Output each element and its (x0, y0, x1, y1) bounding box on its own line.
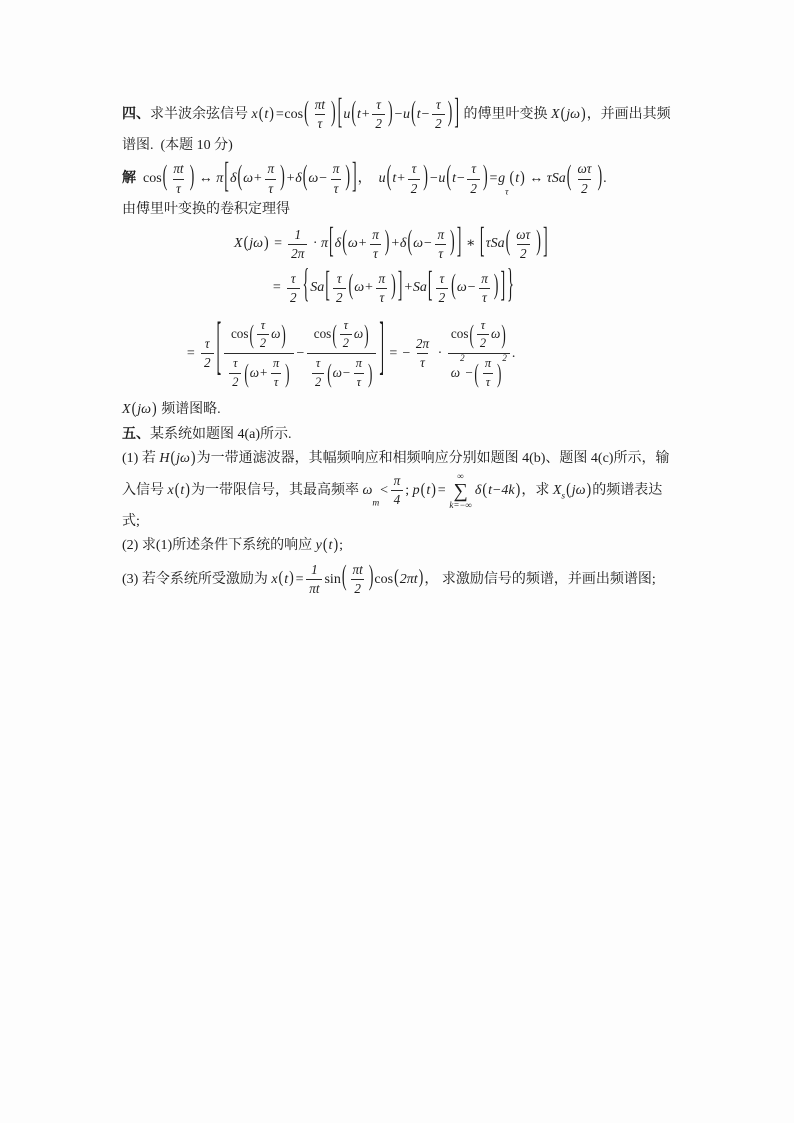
question3-line (122, 561, 682, 599)
formula-gate-transform: u ( t+ $\frac{\tau}{2}$ ) −u ( t− $\frac{\tau}{2}$ ) =g τ ( t ) ↔ τSa ( $\frac{\omega\tau}{2}$ ) . (378, 161, 607, 198)
formula-eq3: = $\frac{\tau}{2}$ [ cos ( $\frac{\tau}{2}$ ω ) $\frac{\tau}{2}$ ( ω+ $\frac{\pi}{\tau}$ ) − cos ( $\frac{\tau}{2}$ ω ) $\frac{\tau}{2}$ ( ω− $\frac{\pi}{\tau}$ ) ] = − $\frac{2\pi}{\tau}$ · cos ( $\frac{\tau}{2}$ ω ) ω 2 − ( $\frac{\pi}{\tau}$ ) 2 . (186, 316, 515, 393)
problem5-title: 某系统如题图 4(a)所示. (150, 426, 292, 442)
problem4-mid-text: 的傅里叶变换 (460, 106, 551, 122)
solution-spacer (136, 167, 143, 192)
problem4-heading-line2 (122, 134, 682, 159)
equation-1 (234, 222, 682, 264)
formula-max-frequency: ω m < $\frac{\pi}{4}$ (362, 472, 405, 510)
formula-x-t-bandlimited: x ( t ) (167, 480, 190, 499)
q2-pre-text: (2) 求(1)所述条件下系统的响应 (122, 538, 316, 554)
q1-pre-text: (1) 若 (122, 451, 160, 467)
q1-l2-sep-text: ; (405, 482, 413, 498)
q1-l3-text: 式; (122, 513, 140, 529)
q1-l2-mid1-text: 为一带限信号，其最高频率 (190, 482, 363, 498)
q1-l2-mid2-text: 求 (535, 482, 553, 498)
page-content (122, 93, 682, 599)
q2-post-text: ; (339, 538, 343, 554)
spectrum-note-line (122, 398, 682, 423)
equation-3 (186, 316, 682, 393)
formula-cos-transform: cos ( $\frac{\pi t}{\tau}$ ) ↔ π [ δ ( ω+ $\frac{\pi}{\tau}$ ) +δ ( ω− $\frac{\pi}{\tau}$ ) ] ， (143, 157, 379, 197)
problem5-heading (122, 423, 682, 448)
problem4-heading-line1 (122, 93, 682, 134)
question1-line1 (122, 447, 682, 472)
q3-pre-text: (3) 若令系统所受激励为 (122, 571, 272, 587)
question1-line2 (122, 472, 682, 510)
problem4-points-text: 谱图. (本题 10 分) (122, 137, 233, 153)
formula-X-jw-note: X ( jω ) (122, 400, 157, 419)
formula-X-jw: X ( jω ) (551, 104, 586, 123)
question1-line3 (122, 510, 682, 535)
formula-Xs-jw: X s ( jω ) (552, 480, 592, 503)
solution-label: 解 (122, 171, 136, 187)
problem4-number: 四、 (122, 106, 150, 122)
formula-eq2: = $\frac{\tau}{2}$ { Sa [ $\frac{\tau}{2}$ ( ω+ $\frac{\pi}{\tau}$ ) ] +Sa [ $\frac{\tau}{2}$ ( ω− $\frac{\pi}{\tau}$ ) ] } (272, 264, 514, 308)
problem4-intro-text: 求半波余弦信号 (150, 106, 252, 122)
formula-impulse-train: p ( t ) = ∞ ∑ k=−∞ δ ( t−4k ) ， (412, 470, 536, 510)
convolution-text: 由傅里叶变换的卷积定理得 (122, 202, 290, 218)
formula-H-jw: H ( jω ) (159, 449, 196, 468)
formula-eq1: X ( jω ) = $\frac{1}{2\pi}$ · π [ δ ( ω+ $\frac{\pi}{\tau}$ ) +δ ( ω− $\frac{\pi}{\tau}$ ) ] ∗ [ τSa ( $\frac{\omega\tau}{2}$ ) ] (234, 222, 548, 262)
formula-excitation-signal: x ( t ) = $\frac{1}{\pi t}$ sin ( $\frac{\pi t}{2}$ ) cos ( 2πt ) ， (271, 561, 438, 599)
problem4-tail-text: ，并画出其频 (586, 106, 671, 122)
question2-line (122, 534, 682, 559)
equation-2 (272, 264, 682, 308)
formula-y-t: y ( t ) (315, 536, 339, 555)
q1-post-text: 为一带通滤波器，其幅频响应和相频响应分别如题图 4(b)、题图 4(c)所示，输 (196, 451, 670, 467)
q1-l2-pre-text: 入信号 (122, 482, 168, 498)
spectrum-note-text: 频谱图略. (157, 402, 221, 418)
solution-line (122, 157, 682, 198)
formula-half-cosine-signal: x ( t ) = cos ( $\frac{\pi t}{\tau}$ ) [ u ( t+ $\frac{\tau}{2}$ ) −u ( t− $\frac{\tau}{2}$ ) ] (251, 93, 459, 133)
q3-post-text: 求激励信号的频谱，并画出频谱图; (438, 571, 656, 587)
convolution-theorem-text (122, 198, 682, 223)
q1-l2-post-text: 的频谱表达 (592, 482, 663, 498)
problem5-number: 五、 (122, 426, 150, 442)
